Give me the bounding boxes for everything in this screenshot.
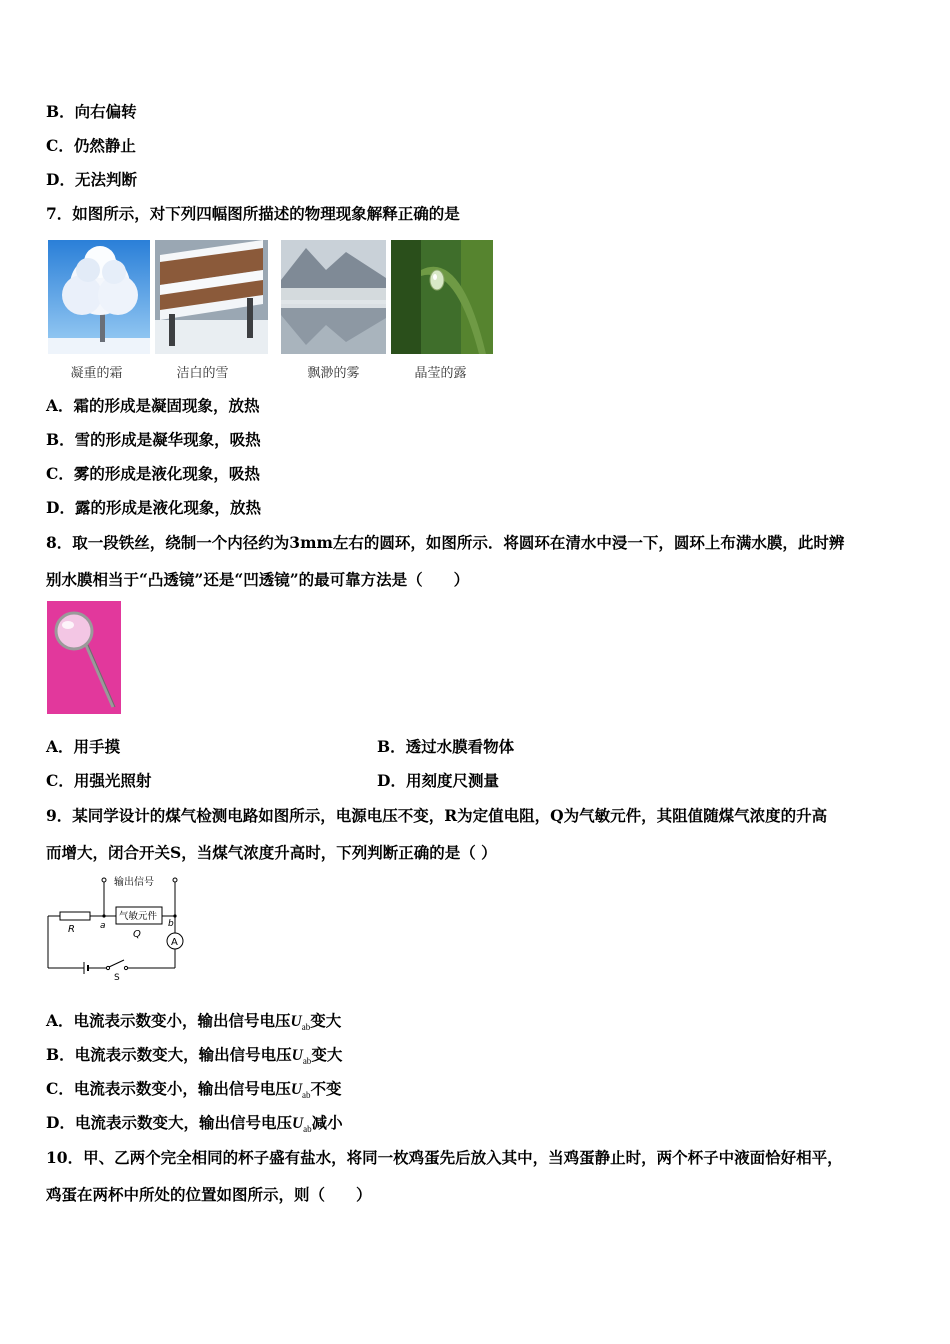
u-symbol: U [290,1081,303,1098]
label-s: S [114,973,120,982]
u-subscript: ab [303,1124,312,1135]
u-subscript: ab [302,1056,312,1067]
u-subscript: ab [301,1022,311,1033]
gas-detector-circuit [44,872,194,982]
q10-stem-line1: 10．甲、乙两个完全相同的杯子盛有盐水，将同一枚鸡蛋先后放入其中，当鸡蛋静止时，两个杯子中液面恰好相平， [46,1148,843,1167]
q8-stem-line1: 8．取一段铁丝，绕制一个内径约为3mm左右的圆环，如图所示．将圆环在清水中浸一下，圆环上布满水膜，此时辨 [46,533,845,552]
q7-option-d: D．露的形成是液化现象，放热 [46,498,261,517]
q9-option-b-text: B．电流表示数变大，输出信号电压 [46,1045,292,1064]
q8-stem-line2: 别水膜相当于“凸透镜”还是“凹透镜”的最可靠方法是（ ） [46,570,470,589]
q9-option-b-suffix: 变大 [311,1045,343,1064]
caption-fog: 飘渺的雾 [307,366,360,381]
u-symbol: U [290,1013,302,1030]
caption-dew: 晶莹的露 [414,366,467,381]
q10-stem-line2: 鸡蛋在两杯中所处的位置如图所示，则（ ） [46,1185,372,1204]
wire-loop-image [47,601,121,714]
q7-option-c: C．雾的形成是液化现象，吸热 [46,464,260,483]
q9-option-d-suffix: 减小 [311,1113,343,1132]
u-subscript: ab [302,1090,311,1101]
q8-option-a: A．用手摸 [46,737,121,756]
q8-option-c: C．用强光照射 [46,771,152,790]
dew-drop-image [391,240,493,354]
output-signal-label: 输出信号 [114,877,154,888]
sensor-label: 气敏元件 [119,911,158,922]
q9-option-d [46,1113,343,1139]
label-a: a [100,921,106,931]
misty-lake-image [281,240,386,354]
q9-option-a-text: A．电流表示数变小，输出信号电压 [46,1011,291,1030]
label-q: Q [133,929,141,940]
q6-option-c: C．仍然静止 [46,136,136,155]
q7-stem: 7．如图所示，对下列四幅图所描述的物理现象解释正确的是 [46,204,460,223]
u-symbol: U [291,1115,304,1132]
switch-s [109,960,124,967]
u-symbol: U [291,1047,303,1064]
ammeter-label: A [171,937,178,948]
q9-option-c [46,1079,342,1105]
q9-stem-line1: 9．某同学设计的煤气检测电路如图所示，电源电压不变，R为定值电阻，Q为气敏元件，其阻值随煤气浓度的升高 [46,806,828,825]
q9-stem-line2: 而增大，闭合开关S，当煤气浓度升高时，下列判断正确的是（ ） [46,843,497,862]
q9-option-a-suffix: 变大 [310,1011,342,1030]
q7-option-b: B．雪的形成是凝华现象，吸热 [46,430,261,449]
resistor-r [60,912,90,920]
q9-option-c-suffix: 不变 [310,1079,342,1098]
q9-option-d-text: D．电流表示数变大，输出信号电压 [46,1113,292,1132]
caption-frost: 凝重的霜 [70,366,123,381]
label-b: b [168,919,174,929]
q6-option-b: B．向右偏转 [46,102,137,121]
q7-option-a: A．霜的形成是凝固现象，放热 [46,396,260,415]
q8-option-d: D．用刻度尺测量 [377,771,499,790]
q9-option-a [46,1011,341,1037]
snow-bench-image [155,240,268,354]
label-r: R [68,924,75,935]
q8-option-b: B．透过水膜看物体 [377,737,515,756]
q6-option-d: D．无法判断 [46,170,137,189]
caption-snow: 洁白的雪 [176,366,229,381]
frost-tree-image [48,240,150,354]
q9-option-c-text: C．电流表示数变小，输出信号电压 [46,1079,291,1098]
q9-option-b [46,1045,342,1071]
